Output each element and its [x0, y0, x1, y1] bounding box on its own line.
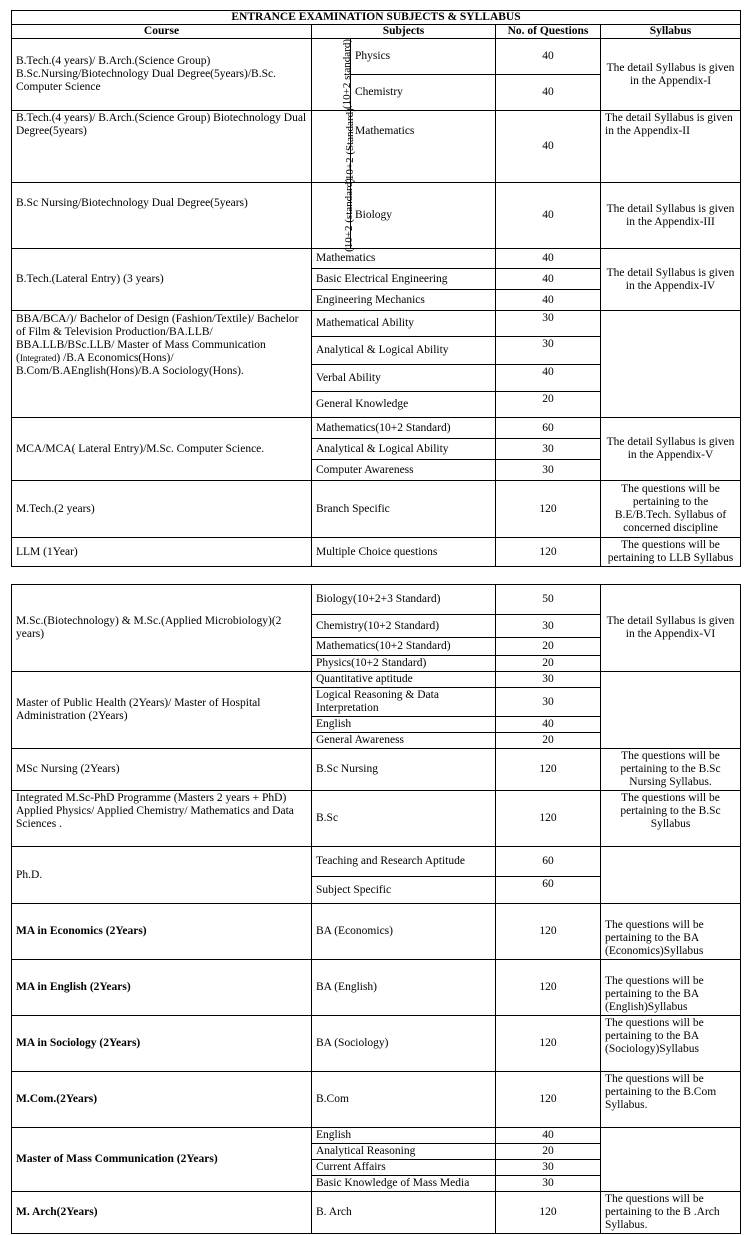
course-cell: Master of Mass Communication (2Years) — [12, 1128, 312, 1192]
syllabus-cell: The questions will be pertaining to the BA (Economics)Syllabus — [601, 904, 741, 960]
questions-cell: 40 — [496, 111, 601, 183]
questions-cell: 40 — [496, 75, 601, 111]
header-row — [12, 25, 741, 39]
questions-cell: 30 — [496, 672, 601, 688]
course-cell: B.Tech.(4 years)/ B.Arch.(Science Group) Biotechnology Dual Degree(5years) — [12, 111, 312, 183]
subject-cell: B.Com — [312, 1072, 496, 1128]
standard-label: (10+2 (Standard) — [312, 111, 351, 183]
syllabus-cell: The detail Syllabus is given in the Appendix-III — [601, 183, 741, 249]
subject-cell: Engineering Mechanics — [312, 290, 496, 311]
subject-cell: Computer Awareness — [312, 460, 496, 481]
table-row — [12, 960, 741, 1016]
subject-cell: Mathematics — [312, 249, 496, 269]
questions-cell: 120 — [496, 538, 601, 567]
header-subjects: Subjects — [312, 25, 496, 39]
subject-cell: Mathematics — [351, 111, 496, 183]
syllabus-cell-empty — [601, 672, 741, 749]
subject-cell: General Knowledge — [312, 392, 496, 418]
syllabus-cell: The questions will be pertaining to the B.E/B.Tech. Syllabus of concerned discipline — [601, 481, 741, 538]
syllabus-cell: The questions will be pertaining to LLB Syllabus — [601, 538, 741, 567]
standard-label: (10+2 (standard) — [312, 183, 351, 249]
table-row — [12, 847, 741, 877]
questions-cell: 30 — [496, 1160, 601, 1176]
course-cell: MSc Nursing (2Years) — [12, 749, 312, 791]
questions-cell: 120 — [496, 960, 601, 1016]
course-cell: B.Tech.(4 years)/ B.Arch.(Science Group) B.Sc.Nursing/Biotechnology Dual Degree(5years)/B.Sc. Computer Science — [12, 39, 312, 111]
subject-cell: Subject Specific — [312, 877, 496, 904]
subject-cell: B. Arch — [312, 1192, 496, 1234]
questions-cell: 120 — [496, 1192, 601, 1234]
subject-cell: Branch Specific — [312, 481, 496, 538]
subject-cell: Chemistry(10+2 Standard) — [312, 615, 496, 638]
questions-cell: 40 — [496, 39, 601, 75]
questions-cell: 120 — [496, 481, 601, 538]
table-row — [12, 538, 741, 567]
table-row — [12, 1128, 741, 1144]
subject-cell: BA (Economics) — [312, 904, 496, 960]
subject-cell: BA (Sociology) — [312, 1016, 496, 1072]
table-row — [12, 1016, 741, 1072]
table-row — [12, 249, 741, 269]
syllabus-cell: The questions will be pertaining to the B.Sc Syllabus — [601, 791, 741, 847]
questions-cell: 60 — [496, 847, 601, 877]
table-row — [12, 183, 741, 249]
standard-label: (10+2 standard) — [312, 39, 351, 111]
syllabus-cell-empty — [601, 847, 741, 904]
questions-cell: 20 — [496, 656, 601, 672]
subject-cell: Biology(10+2+3 Standard) — [312, 585, 496, 615]
questions-cell: 40 — [496, 249, 601, 269]
questions-cell: 40 — [496, 183, 601, 249]
table-row — [12, 904, 741, 960]
syllabus-cell: The questions will be pertaining to the B .Arch Syllabus. — [601, 1192, 741, 1234]
course-cell: B.Tech.(Lateral Entry) (3 years) — [12, 249, 312, 311]
questions-cell: 30 — [496, 337, 601, 365]
course-cell: BBA/BCA/)/ Bachelor of Design (Fashion/Textile)/ Bachelor of Film & Television Production/BA.LLB/ BBA.LLB/BSc.LLB/ Master of Mass Communication (Integrated) /B.A Economics(Hons)/ B.Com/B.AEnglish(Hons)/B.A Sociology(Hons). — [12, 311, 312, 418]
table-row — [12, 1192, 741, 1234]
subject-cell: B.Sc Nursing — [312, 749, 496, 791]
subject-cell: Teaching and Research Aptitude — [312, 847, 496, 877]
questions-cell: 20 — [496, 733, 601, 749]
questions-cell: 120 — [496, 904, 601, 960]
course-cell: MA in English (2Years) — [12, 960, 312, 1016]
table-row — [12, 311, 741, 337]
syllabus-cell-empty — [601, 311, 741, 418]
header-questions: No. of Questions — [496, 25, 601, 39]
questions-cell: 40 — [496, 269, 601, 290]
subject-cell: Basic Knowledge of Mass Media — [312, 1176, 496, 1192]
subject-cell: Verbal Ability — [312, 365, 496, 392]
syllabus-table-part-1 — [11, 10, 741, 567]
subject-cell: Analytical & Logical Ability — [312, 439, 496, 460]
questions-cell: 120 — [496, 791, 601, 847]
questions-cell: 40 — [496, 1128, 601, 1144]
syllabus-cell: The detail Syllabus is given in the Appendix-V — [601, 418, 741, 481]
questions-cell: 30 — [496, 311, 601, 337]
table-row — [12, 749, 741, 791]
subject-cell: Analytical Reasoning — [312, 1144, 496, 1160]
subject-cell: Mathematics(10+2 Standard) — [312, 638, 496, 656]
subject-cell: Physics(10+2 Standard) — [312, 656, 496, 672]
table-row — [12, 672, 741, 688]
subject-cell: BA (English) — [312, 960, 496, 1016]
questions-cell: 30 — [496, 1176, 601, 1192]
course-cell: Ph.D. — [12, 847, 312, 904]
questions-cell: 30 — [496, 460, 601, 481]
subject-cell: Mathematics(10+2 Standard) — [312, 418, 496, 439]
course-cell: M.Com.(2Years) — [12, 1072, 312, 1128]
table-row — [12, 791, 741, 847]
questions-cell: 120 — [496, 749, 601, 791]
subject-cell: Logical Reasoning & Data Interpretation — [312, 688, 496, 717]
subject-cell: Physics — [351, 39, 496, 75]
course-cell: LLM (1Year) — [12, 538, 312, 567]
subject-cell: Multiple Choice questions — [312, 538, 496, 567]
course-cell: Integrated M.Sc-PhD Programme (Masters 2 years + PhD) Applied Physics/ Applied Chemistry/ Mathematics and Data Sciences . — [12, 791, 312, 847]
subject-cell: Biology — [351, 183, 496, 249]
subject-cell: General Awareness — [312, 733, 496, 749]
questions-cell: 30 — [496, 439, 601, 460]
questions-cell: 20 — [496, 392, 601, 418]
syllabus-cell: The detail Syllabus is given in the Appendix-I — [601, 39, 741, 111]
course-cell: M.Tech.(2 years) — [12, 481, 312, 538]
questions-cell: 30 — [496, 688, 601, 717]
questions-cell: 40 — [496, 290, 601, 311]
syllabus-table-part-2 — [11, 584, 741, 1234]
course-cell: MA in Sociology (2Years) — [12, 1016, 312, 1072]
header-course: Course — [12, 25, 312, 39]
header-syllabus: Syllabus — [601, 25, 741, 39]
subject-cell: Current Affairs — [312, 1160, 496, 1176]
table-row — [12, 418, 741, 439]
syllabus-cell: The detail Syllabus is given in the Appendix-II — [601, 111, 741, 183]
questions-cell: 40 — [496, 365, 601, 392]
questions-cell: 120 — [496, 1072, 601, 1128]
table-title: ENTRANCE EXAMINATION SUBJECTS & SYLLABUS — [12, 11, 741, 25]
syllabus-cell: The questions will be pertaining to the B.Sc Nursing Syllabus. — [601, 749, 741, 791]
questions-cell: 60 — [496, 418, 601, 439]
subject-cell: Basic Electrical Engineering — [312, 269, 496, 290]
syllabus-cell: The questions will be pertaining to the B.Com Syllabus. — [601, 1072, 741, 1128]
questions-cell: 60 — [496, 877, 601, 904]
subject-cell: Quantitative aptitude — [312, 672, 496, 688]
course-cell: MA in Economics (2Years) — [12, 904, 312, 960]
syllabus-cell-empty — [601, 1128, 741, 1192]
subject-cell: Mathematical Ability — [312, 311, 496, 337]
questions-cell: 30 — [496, 615, 601, 638]
course-cell: B.Sc Nursing/Biotechnology Dual Degree(5years) — [12, 183, 312, 249]
subject-cell: Chemistry — [351, 75, 496, 111]
table-row — [12, 585, 741, 615]
syllabus-cell: The detail Syllabus is given in the Appendix-IV — [601, 249, 741, 311]
questions-cell: 40 — [496, 717, 601, 733]
syllabus-cell: The questions will be pertaining to the BA (Sociology)Syllabus — [601, 1016, 741, 1072]
table-row — [12, 39, 741, 75]
course-cell: M.Sc.(Biotechnology) & M.Sc.(Applied Microbiology)(2 years) — [12, 585, 312, 672]
questions-cell: 120 — [496, 1016, 601, 1072]
syllabus-cell: The detail Syllabus is given in the Appendix-VI — [601, 585, 741, 672]
course-cell: M. Arch(2Years) — [12, 1192, 312, 1234]
subject-cell: Analytical & Logical Ability — [312, 337, 496, 365]
subject-cell: English — [312, 717, 496, 733]
table-row — [12, 481, 741, 538]
course-cell: Master of Public Health (2Years)/ Master of Hospital Administration (2Years) — [12, 672, 312, 749]
syllabus-cell: The questions will be pertaining to the BA (English)Syllabus — [601, 960, 741, 1016]
course-cell: MCA/MCA( Lateral Entry)/M.Sc. Computer Science. — [12, 418, 312, 481]
subject-cell: B.Sc — [312, 791, 496, 847]
table-row — [12, 111, 741, 183]
questions-cell: 20 — [496, 1144, 601, 1160]
subject-cell: English — [312, 1128, 496, 1144]
questions-cell: 50 — [496, 585, 601, 615]
table-row — [12, 1072, 741, 1128]
questions-cell: 20 — [496, 638, 601, 656]
